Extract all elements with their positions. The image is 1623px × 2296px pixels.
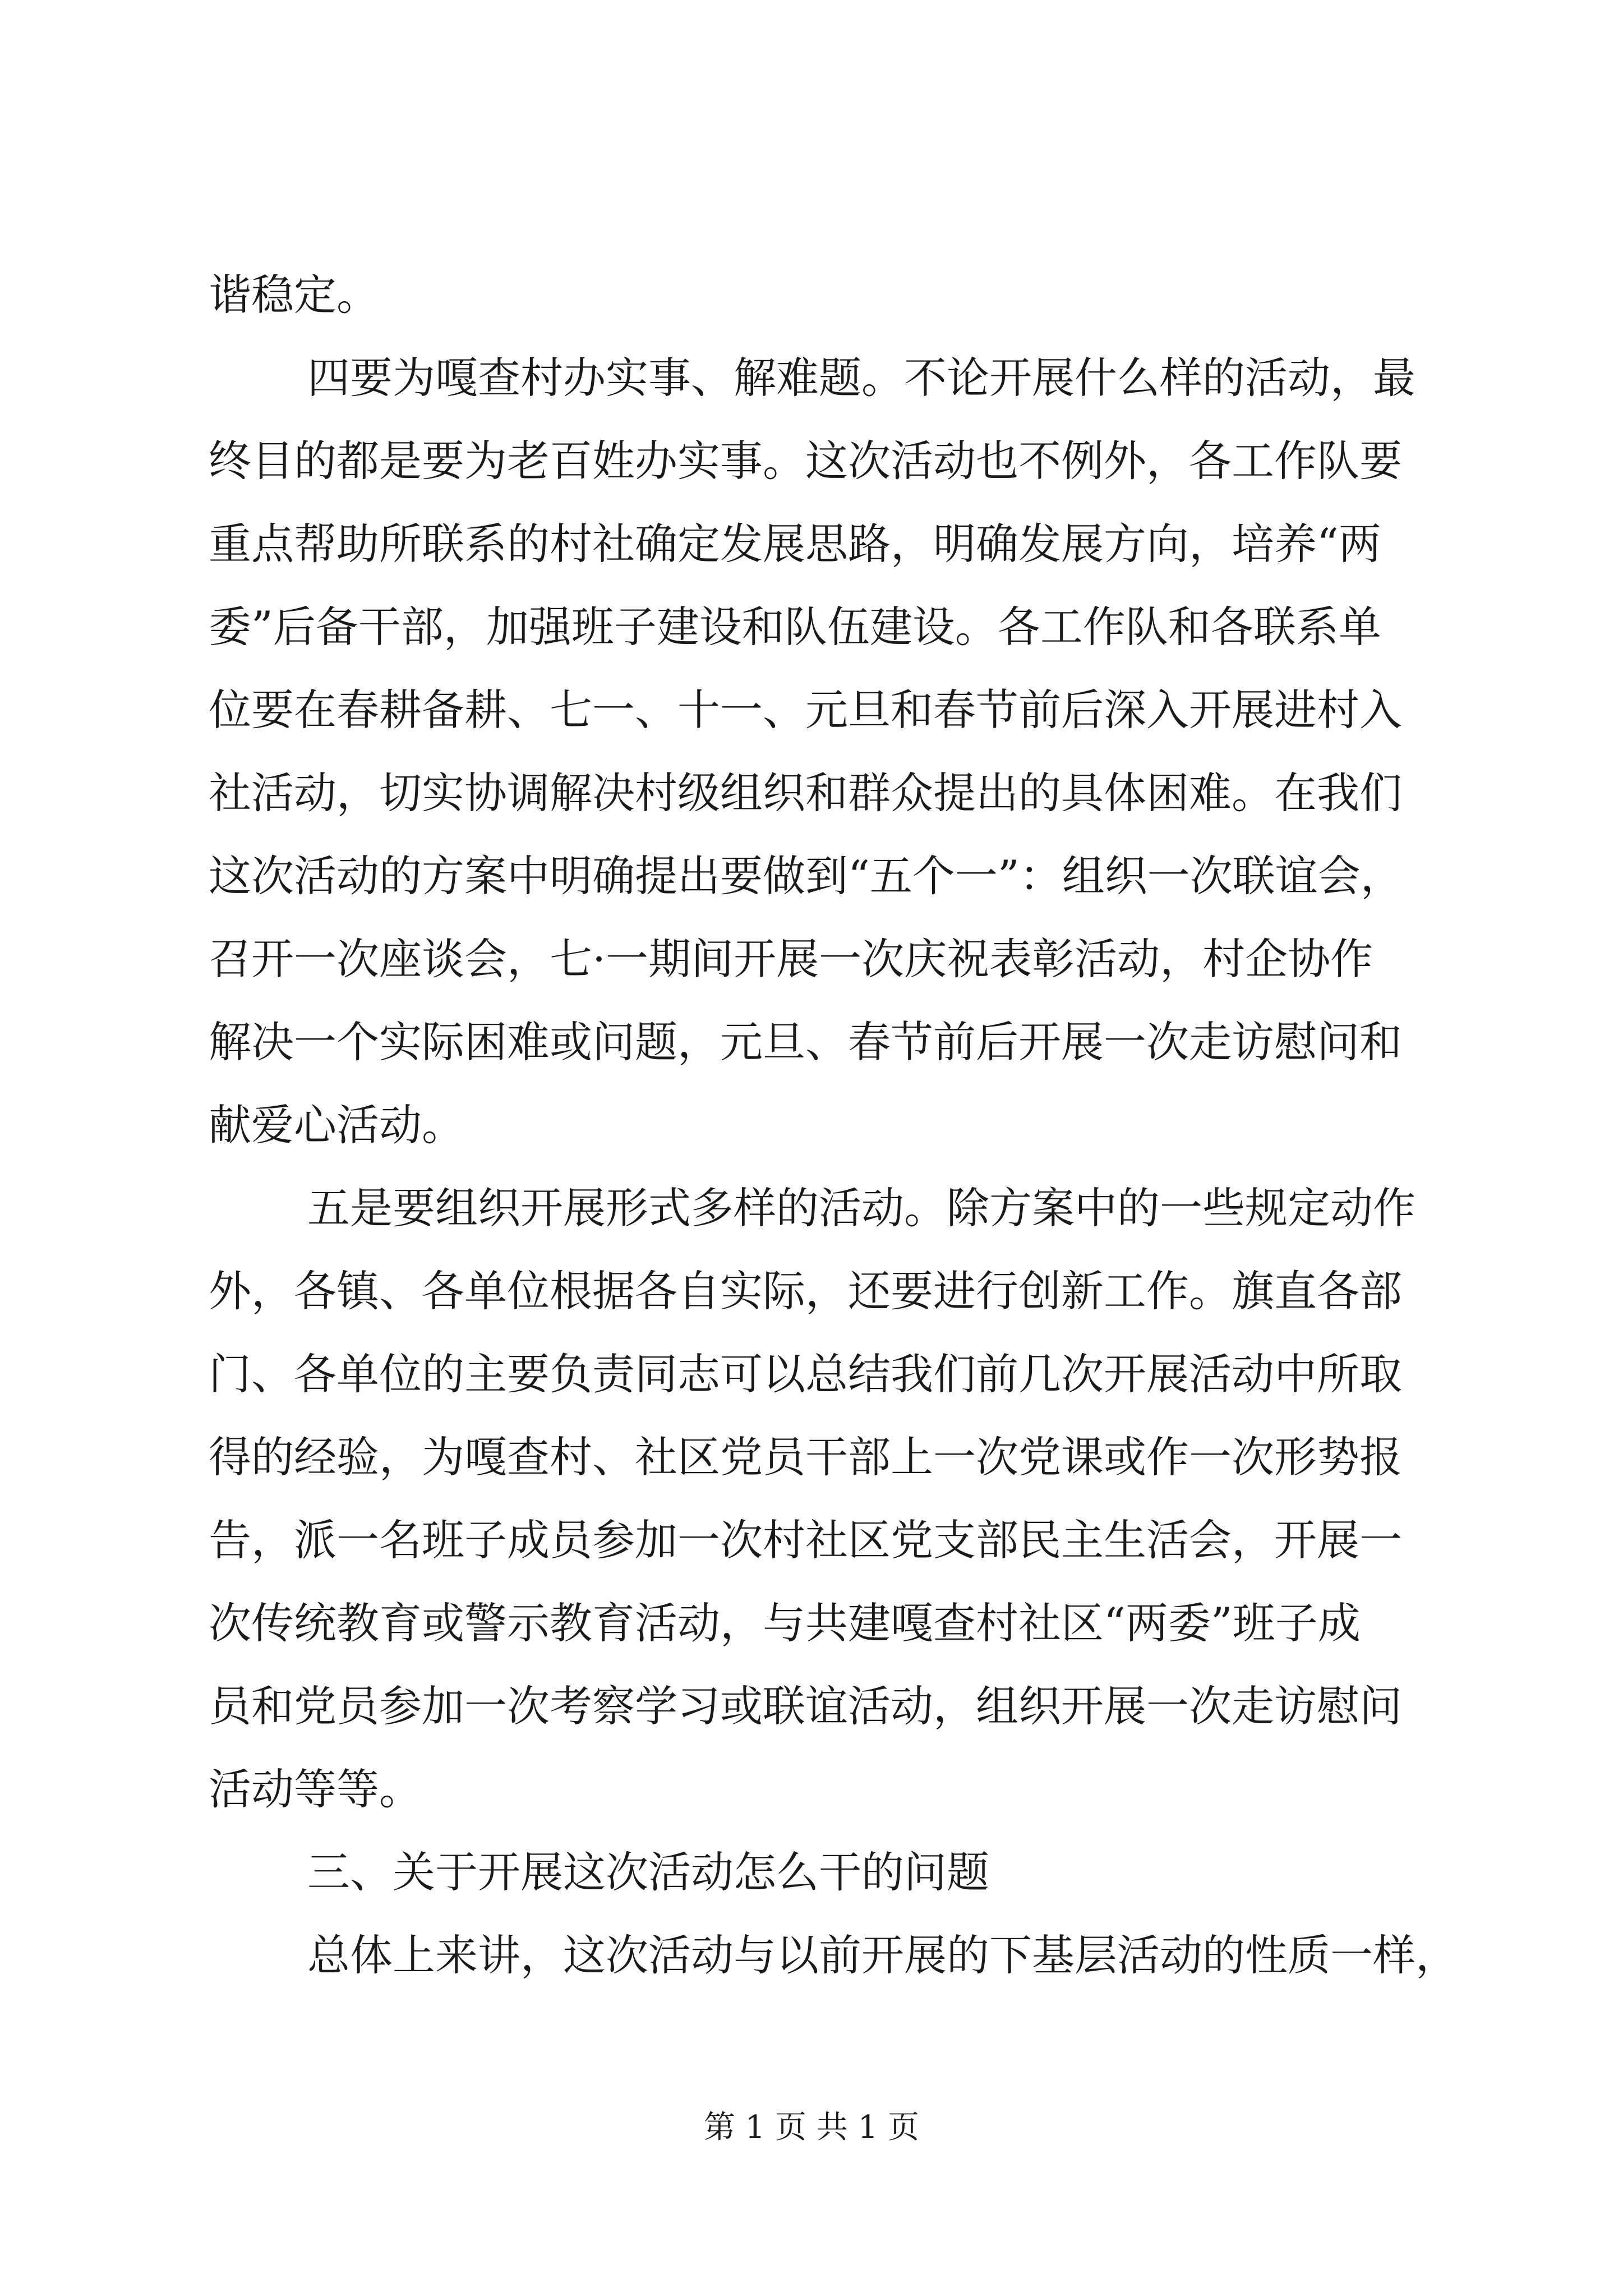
text-line: 次传统教育或警示教育活动，与共建嘎查村社区“两委”班子成 [209,1598,1361,1648]
text-line: 三、关于开展这次活动怎么干的问题 [307,1847,989,1897]
text-line: 活动等等。 [209,1764,422,1814]
text-line: 外，各镇、各单位根据各自实际，还要进行创新工作。旗直各部 [209,1266,1402,1316]
text-line: 社活动，切实协调解决村级组织和群众提出的具体困难。在我们 [209,768,1402,818]
text-line: 位要在春耕备耕、七一、十一、元旦和春节前后深入开展进村入 [209,685,1402,735]
text-line: 门、各单位的主要负责同志可以总结我们前几次开展活动中所取 [209,1349,1402,1399]
text-line: 谐稳定。 [209,270,379,320]
text-line: 员和党员参加一次考察学习或联谊活动，组织开展一次走访慰问 [209,1681,1402,1731]
text-line: 得的经验，为嘎查村、社区党员干部上一次党课或作一次形势报 [209,1432,1402,1482]
text-line: 终目的都是要为老百姓办实事。这次活动也不例外，各工作队要 [209,436,1402,486]
text-line: 五是要组织开展形式多样的活动。除方案中的一些规定动作 [307,1183,1415,1233]
document-body [209,254,1458,1997]
text-line: 重点帮助所联系的村社确定发展思路，明确发展方向，培养“两 [209,519,1381,569]
text-line: 告，派一名班子成员参加一次村社区党支部民主生活会，开展一 [209,1515,1402,1565]
text-line: 解决一个实际困难或问题，元旦、春节前后开展一次走访慰问和 [209,1017,1402,1067]
text-line: 四要为嘎查村办实事、解难题。不论开展什么样的活动，最 [307,353,1415,403]
text-line: 召开一次座谈会，七·一期间开展一次庆祝表彰活动，村企协作 [209,934,1373,984]
text-line: 这次活动的方案中明确提出要做到“五个一”：组织一次联谊会， [209,851,1403,901]
text-line: 总体上来讲，这次活动与以前开展的下基层活动的性质一样， [307,1930,1458,1980]
text-line: 委”后备干部，加强班子建设和队伍建设。各工作队和各联系单 [209,602,1381,652]
page-footer: 第 1 页 共 1 页 [703,2109,920,2146]
text-line: 献爱心活动。 [209,1100,464,1150]
